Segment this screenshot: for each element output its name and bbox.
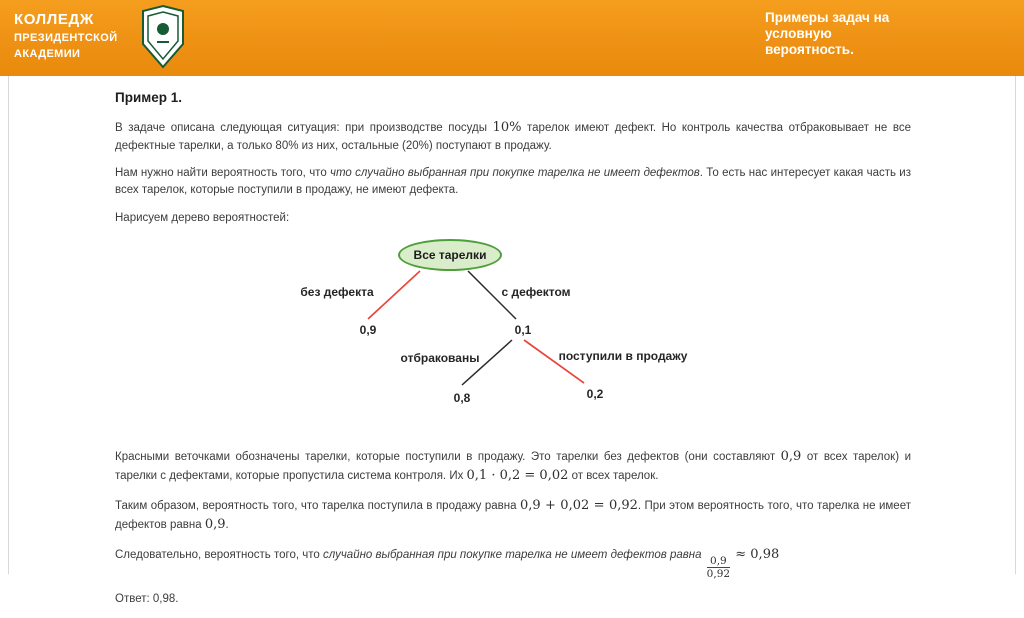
tree-label-defect: с дефектом bbox=[501, 284, 571, 299]
paragraph-conclusion bbox=[115, 545, 911, 581]
p6-italic: случайно выбранная при покупке тарелка не имеет дефектов равна bbox=[322, 548, 705, 561]
p4-text: Красными веточками обозначены тарелки, которые поступили в продажу. Это тарелки без дефектов (они составляют bbox=[115, 450, 781, 463]
tree-branches bbox=[115, 237, 911, 435]
p1-text2: тарелок имеют дефект. Но контроль качества отбраковывает не все дефектные тарелки, а только 80% из них, остальные (20%) поступают в продажу. bbox=[115, 122, 912, 152]
slide-title bbox=[765, 10, 995, 59]
paragraph-tree-intro: Нарисуем дерево вероятностей: bbox=[115, 211, 290, 224]
academy-emblem-icon bbox=[140, 4, 186, 75]
slide-right-edge bbox=[1015, 76, 1016, 574]
tree-value-09: 0,9 bbox=[359, 322, 377, 337]
slide-title-line3: вероятность. bbox=[765, 42, 854, 58]
logo-line2: ПРЕЗИДЕНТСКОЙ bbox=[14, 31, 118, 44]
tree-label-no-defect: без дефекта bbox=[300, 284, 374, 299]
fraction-09-over-092 bbox=[707, 555, 730, 581]
tree-label-sold: поступили в продажу bbox=[558, 348, 688, 363]
tree-label-rejected: отбракованы bbox=[400, 350, 480, 365]
p2-text2: . То есть нас интересует какая часть из всех тарелок, которые поступили в продажу, не имеют дефекта. bbox=[115, 167, 911, 197]
p2-italic: что случайно выбранная при покупке тарелка не имеет дефектов bbox=[330, 167, 700, 179]
tree-value-01: 0,1 bbox=[514, 322, 532, 337]
p6-math-approx: ≈ 0,98 bbox=[735, 546, 780, 562]
tree-root-node: Все тарелки bbox=[398, 239, 502, 271]
p5-text: Таким образом, вероятность того, что тарелка поступила в продажу равна bbox=[115, 499, 520, 512]
p5-text3: . bbox=[225, 519, 229, 532]
paragraph-sum bbox=[115, 496, 911, 535]
p4-text3: от всех тарелок. bbox=[568, 470, 659, 483]
p4-math-product: 0,1 · 0,2 = 0,02 bbox=[466, 468, 569, 484]
slide-title-line2: условную bbox=[765, 26, 832, 42]
answer-text: Ответ: 0,98. bbox=[115, 592, 179, 605]
fraction-denominator: 0,92 bbox=[706, 568, 731, 581]
p5-math-09: 0,9 bbox=[204, 517, 226, 533]
slide-canvas bbox=[0, 76, 1024, 605]
p5-text2: . При этом вероятность того, что тарелка не имеет дефектов равна bbox=[115, 499, 911, 532]
tree-value-08: 0,8 bbox=[453, 390, 471, 405]
logo-line3: АКАДЕМИИ bbox=[14, 47, 81, 60]
p1-text: В задаче описана следующая ситуация: при производстве посуды bbox=[115, 122, 493, 135]
p2-text: Нам нужно найти вероятность того, что bbox=[115, 167, 331, 179]
branch-no-defect-red bbox=[368, 271, 420, 319]
slide-header bbox=[0, 0, 1024, 76]
slide-left-edge bbox=[8, 76, 9, 574]
example-document bbox=[115, 88, 911, 618]
p4-text2: от всех тарелок) и тарелки с дефектами, которые пропустила система контроля. Их bbox=[115, 450, 911, 483]
paragraph-problem bbox=[115, 118, 911, 155]
probability-tree-diagram bbox=[115, 237, 911, 435]
example-heading: Пример 1. bbox=[115, 90, 182, 105]
paragraph-red-branches bbox=[115, 447, 911, 486]
tree-value-02: 0,2 bbox=[586, 386, 604, 401]
fraction-numerator: 0,9 bbox=[707, 555, 730, 569]
paragraph-goal bbox=[115, 165, 911, 200]
p6-text: Следовательно, вероятность того, что bbox=[115, 548, 323, 561]
logo-line1: КОЛЛЕДЖ bbox=[14, 11, 94, 28]
p4-math-09: 0,9 bbox=[780, 448, 802, 464]
college-logo bbox=[14, 11, 118, 61]
p1-math-10pct: 10% bbox=[492, 120, 522, 136]
p5-math-sum: 0,9 + 0,02 = 0,92 bbox=[519, 497, 638, 513]
slide-title-line1: Примеры задач на bbox=[765, 10, 890, 25]
